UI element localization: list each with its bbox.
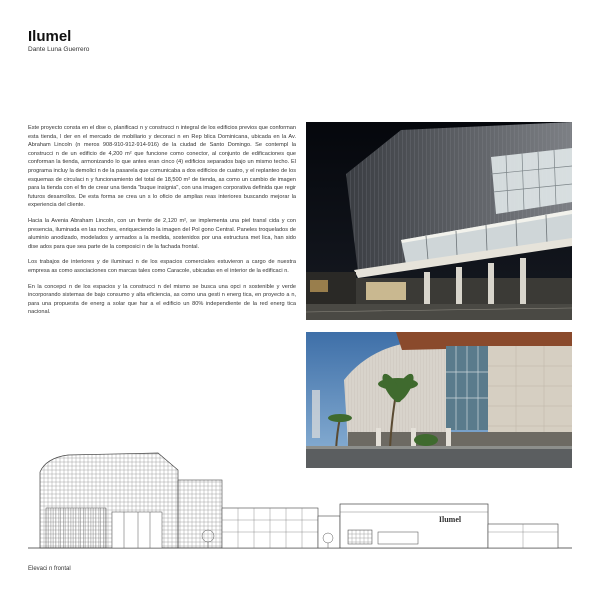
- author-name: Dante Luna Guerrero: [28, 46, 90, 53]
- elevation-sign-text: Ilumel: [438, 515, 462, 524]
- paragraph: Hacia la Avenia Abraham Lincoln, con un frente de 2,120 m², se implementa una piel transl cida y con presencia, iluminada en las noches, enriqueciendo la imagen del Pol gono Central. Paneles troquelados de aluminio anodizado, modelados y armados a la medida, sostenidos por una estructura met lica, han sido dise ados para que sea parte de la composici n de la fachada frontal.: [28, 217, 296, 250]
- project-title: Ilumel: [28, 28, 72, 45]
- day-facade-photo: [306, 332, 572, 468]
- elevation-caption: Elevaci n frontal: [28, 566, 71, 572]
- paragraph: Este proyecto consta en el dise o, planificaci n y construcci n integral de los edificios previos que conforman esta tienda, l der en el mercado de mobiliario y decoraci n en Rep blica Dominicana, ubicada en la Av. Abraham Lincoln (n meros 908-910-912-914-916) de la ciudad de Santo Domingo. Se contempl la construcci n de un edificio de 4,200 m² que funcione como conector, al conjunto de edificaciones que conforman la tienda, armonizando lo que antes eran cinco (4) edificios separados bajo un mismo techo. El programa incluy la demolici n de la pasarela que comunicaba a dos edificios de cuatro, y el replanteo de los esquemas de circulaci n y funcionamiento del total de 18,500 m² de tienda, as como un cambio de imagen para la tienda con el fin de crear una tienda "buque insignia", con una imagen corporativa definida que regir futuros desarrollos. De esta forma se crea un s lo oficio de amplias reas interiores buscando mejorar la experiencia del cliente.: [28, 125, 296, 209]
- front-elevation-drawing: [28, 450, 572, 560]
- paragraph: Los trabajos de interiores y de iluminaci n de los espacios comerciales estuvieron a cargo de nuestra empresa as como asociaciones con marcas tales como Caracole, ubicadas en el interior de la edificaci n.: [28, 259, 296, 274]
- paragraph: En la concepci n de los espacios y la construcci n del mismo se busca una opci n sostenible y verde incorporando sistemas de bajo consumo y alta eficiencia, as como una gesti n energ tica, en proyecto a n, para una propuesta de energ a solar que har a el edificio un 80% independiente de la red energ tica nacional.: [28, 283, 296, 316]
- project-description: [28, 124, 296, 324]
- night-facade-photo: [306, 122, 572, 320]
